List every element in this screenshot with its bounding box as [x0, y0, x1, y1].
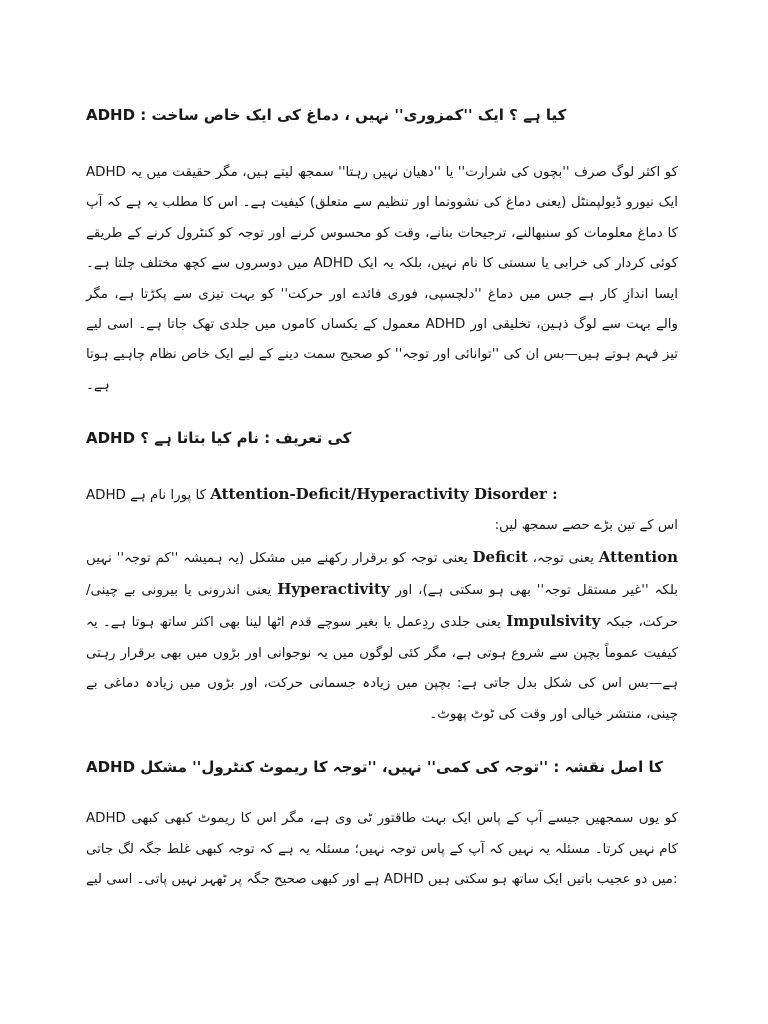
section-heading-real-map: ADHD کا اصل نقشہ : ''توجہ کی کمی'' نہیں، ''توجہ کا ریموٹ کنٹرول'' مشکل	[86, 758, 663, 777]
term-impulsivity: Impulsivity	[506, 612, 601, 631]
term-attention: Attention	[598, 547, 679, 566]
full-name-prefix: ADHD کا پورا نام ہے	[86, 488, 206, 504]
term-hyperactivity-text: یعنی اندرونی یا بیرونی بے چینی/حرکت، جبکہ	[86, 583, 679, 631]
term-hyperactivity: Hyperactivity	[277, 580, 390, 599]
section-heading-definition: ADHD کی تعریف : نام کیا بتاتا ہے ؟	[86, 429, 352, 448]
full-name-line	[86, 479, 678, 511]
paragraph-definition-parts	[86, 542, 678, 730]
full-name-english: Attention-Deficit/Hyperactivity Disorder :	[210, 485, 558, 504]
three-parts-intro: اس کے تین بڑے حصے سمجھ لیں:	[494, 518, 678, 534]
paragraph-what-is-adhd: ADHD کو اکثر لوگ صرف ''بچوں کی شرارت'' یا ''دھیان نہیں رہتا'' سمجھ لیتے ہیں، مگر حقیقت میں یہ ایک نیورو ڈیولپمنٹل (یعنی دماغ کی نشوونما اور تنظیم سے متعلق) کیفیت ہے۔ اس کا مطلب یہ ہے کہ آپ کا دماغ معلومات کو سنبھالنے، ترجیحات بنانے، وقت کو محسوس کرنے اور توجہ کو کنٹرول کرنے کے طریقے میں دوسروں سے کچھ مختلف چلتا ہے۔ ADHD کوئی کردار کی خرابی یا سستی کا نام نہیں، بلکہ یہ ایک ایسا اندازِ کار ہے جس میں دماغ ''دلچسپی، فوری فائدے اور حرکت'' کو بہت تیزی سے پکڑتا ہے، مگر معمول کے یکساں کاموں میں جلدی تھک جاتا ہے۔ اسی لیے ADHD والے بہت سے لوگ ذہین، تخلیقی اور تیز فہم ہوتے ہیں—بس ان کی ''توانائی اور توجہ'' کو صحیح سمت دینے کے لیے ایک خاص نظام چاہیے ہوتا ہے۔	[86, 165, 678, 393]
term-attention-text: یعنی توجہ،	[527, 550, 599, 566]
term-deficit: Deficit	[472, 547, 528, 566]
term-impulsivity-text: یعنی جلدی ردِعمل یا بغیر سوچے قدم اٹھا لینا بھی اکثر ساتھ ہوتا ہے۔ یہ کیفیت عموماً بچپن سے شروع ہوتی ہے، مگر کئی لوگوں میں یہ نوجوانی اور بڑوں میں بھی برقرار رہتی ہے—بس اس کی شکل بدل جاتی ہے: بچپن میں زیادہ جسمانی حرکت، اور بڑوں میں زیادہ دماغی بے چینی، منتشر خیالی اور وقت کی ٹوٹ پھوٹ۔	[86, 615, 678, 722]
section-heading-what-is-adhd: ADHD : کیا ہے ؟ ایک ''کمزوری'' نہیں ، دماغ کی ایک خاص ساخت	[86, 106, 567, 124]
paragraph-remote-control: ADHD کو یوں سمجھیں جیسے آپ کے پاس ایک بہت طاقتور ٹی وی ہے، مگر اس کا ریموٹ کبھی کبھی کام نہیں کرتا۔ مسئلہ یہ نہیں کہ آپ کے پاس توجہ نہیں؛ مسئلہ یہ ہے کہ توجہ کبھی غلط جگہ لگ جاتی ہے اور کبھی صحیح جگہ پر ٹھہر نہیں پاتی۔ اسی لیے ADHD میں دو عجیب باتیں ایک ساتھ ہو سکتی ہیں:	[86, 811, 679, 887]
document-page	[86, 100, 678, 895]
term-deficit-text: یعنی توجہ کو برقرار رکھنے میں مشکل (یہ ہمیشہ ''کم توجہ'' نہیں بلکہ ''غیر مستقل توجہ'' بھی ہو سکتی ہے)، اور	[86, 550, 678, 599]
